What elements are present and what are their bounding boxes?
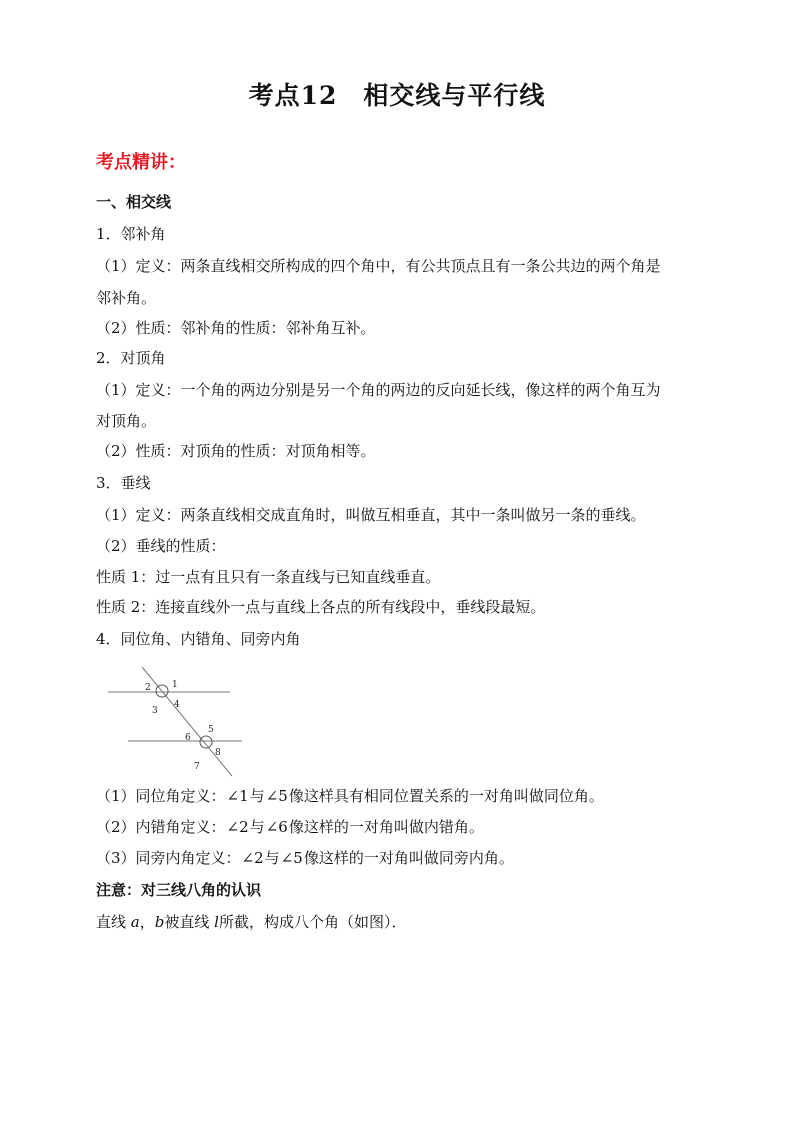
- three-lines-eight-angles-figure: [102, 666, 242, 778]
- co-mid: 与: [264, 849, 280, 867]
- s2-def-a: （1）定义：一个角的两边分别是另一个角的两边的反向延长线，像这样的两个角互为: [96, 381, 661, 399]
- angle-label-5: 5: [208, 725, 214, 735]
- alt-mid: 与: [249, 818, 265, 836]
- corr-suffix: 像这样具有相同位置关系的一对角叫做同位角。: [288, 787, 604, 805]
- co-angle-1: ∠2: [241, 849, 264, 867]
- part1-heading: 一、相交线: [96, 193, 172, 211]
- note-line: [96, 912, 407, 932]
- note-var-a: a: [130, 913, 140, 931]
- co-suffix: 像这样的一对角叫做同旁内角。: [303, 849, 514, 867]
- section-heading: 考点精讲：: [96, 152, 186, 173]
- s3-title: 3．垂线: [96, 474, 151, 492]
- s1-title: 1．邻补角: [96, 225, 166, 243]
- alt-angle-2: ∠6: [265, 818, 288, 836]
- s2-def-b: 对顶角。: [96, 412, 157, 430]
- co-interior-angle-def: [96, 848, 514, 868]
- s4-title: 4．同位角、内错角、同旁内角: [96, 630, 301, 648]
- s3-def: （1）定义：两条直线相交成直角时，叫做互相垂直，其中一条叫做另一条的垂线。: [96, 506, 646, 524]
- angle-label-8: 8: [215, 748, 221, 758]
- note-var-l: l: [214, 913, 219, 931]
- angle-label-4: 4: [174, 700, 180, 710]
- s3-prop-title: （2）垂线的性质：: [96, 537, 226, 555]
- corr-angle-2: ∠5: [265, 787, 288, 805]
- angle-label-2: 2: [145, 683, 151, 693]
- s1-def-a: （1）定义：两条直线相交所构成的四个角中，有公共顶点且有一条公共边的两个角是: [96, 257, 661, 275]
- alt-angle-1: ∠2: [226, 818, 249, 836]
- corresponding-angle-def: [96, 786, 604, 806]
- corr-mid: 与: [249, 787, 265, 805]
- alt-suffix: 像这样的一对角叫做内错角。: [288, 818, 484, 836]
- s1-def-b: 邻补角。: [96, 289, 157, 307]
- note-comma: ，: [139, 913, 155, 931]
- co-angle-2: ∠5: [280, 849, 303, 867]
- corr-prefix: （1）同位角定义：: [96, 787, 226, 805]
- page-title: [0, 76, 794, 112]
- s2-title: 2．对顶角: [96, 349, 166, 367]
- angle-label-6: 6: [185, 733, 191, 743]
- s3-prop2: 性质 2：连接直线外一点与直线上各点的所有线段中，垂线段最短。: [96, 598, 546, 616]
- intersection-circle-bottom: [200, 736, 212, 748]
- corr-angle-1: ∠1: [226, 787, 249, 805]
- angle-label-7: 7: [194, 762, 200, 772]
- angle-label-1: 1: [172, 680, 178, 690]
- angle-label-3: 3: [152, 706, 158, 716]
- alternate-angle-def: [96, 817, 484, 837]
- note-heading: 注意：对三线八角的认识: [96, 881, 262, 899]
- s2-prop: （2）性质：对顶角的性质：对顶角相等。: [96, 442, 376, 460]
- title-main: 考点12: [248, 81, 338, 110]
- s1-prop: （2）性质：邻补角的性质：邻补角互补。: [96, 319, 376, 337]
- title-sub: 相交线与平行线: [363, 81, 546, 110]
- note-mid: 被直线: [164, 913, 210, 931]
- note-pre: 直线: [96, 913, 127, 931]
- note-post: 所截，构成八个角（如图）．: [218, 913, 407, 931]
- line-l: [142, 667, 232, 776]
- note-var-b: b: [154, 913, 165, 931]
- co-prefix: （3）同旁内角定义：: [96, 849, 241, 867]
- s3-prop1: 性质 1：过一点有且只有一条直线与已知直线垂直。: [96, 568, 441, 586]
- alt-prefix: （2）内错角定义：: [96, 818, 226, 836]
